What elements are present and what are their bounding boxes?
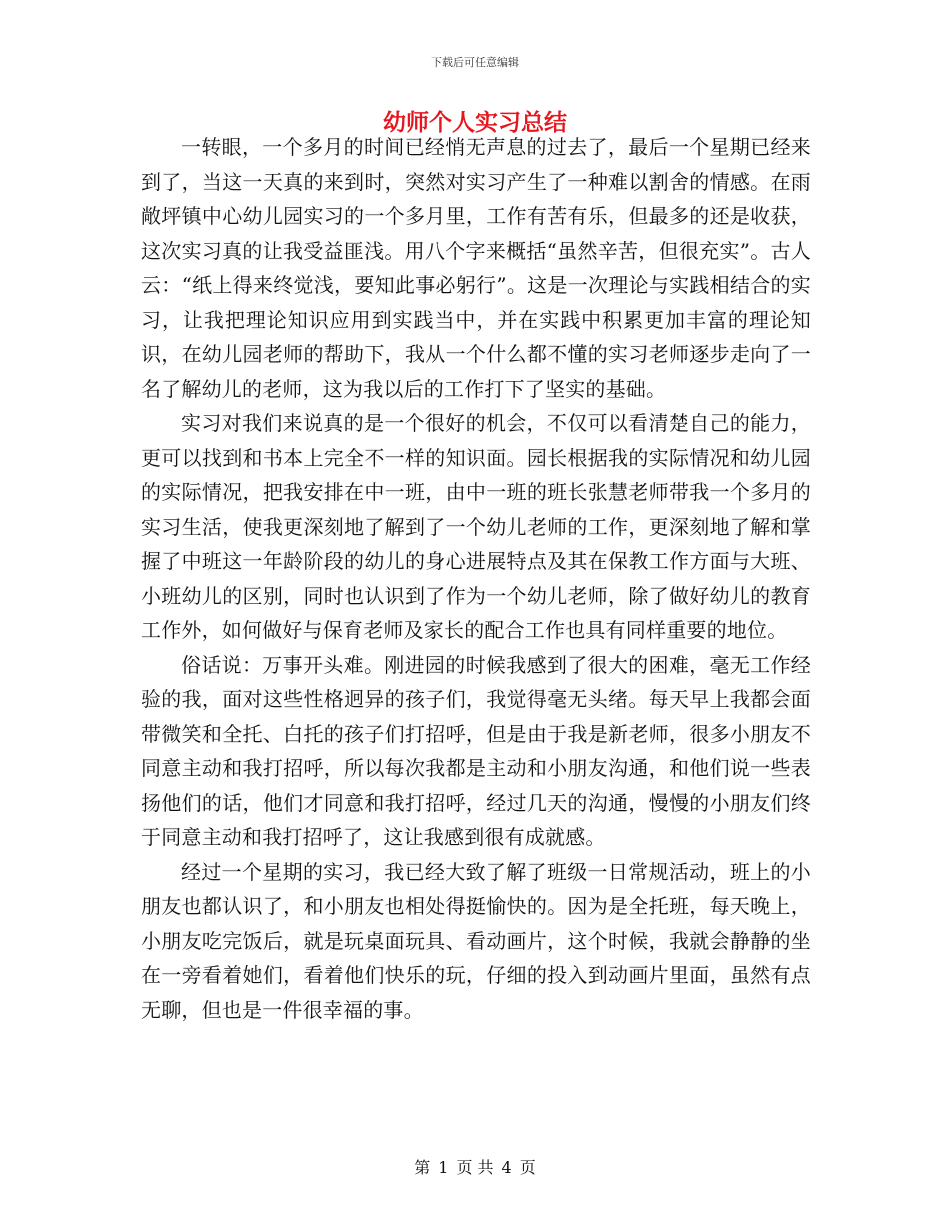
footer-prefix: 第 (414, 1158, 431, 1177)
document-title: 幼师个人实习总结 (383, 110, 567, 136)
paragraph: 俗话说：万事开头难。刚进园的时候我感到了很大的困难，毫无工作经验的我，面对这些性格迥异的孩子们，我觉得毫无头绪。每天早上我都会面带微笑和全托、白托的孩子们打招呼，但是由于我是新老师，很多小朋友不同意主动和我打招呼，所以每次我都是主动和小朋友沟通，和他们说一些表扬他们的话，他们才同意和我打招呼，经过几天的沟通，慢慢的小朋友们终于同意主动和我打招呼了，这让我感到很有成就感。 (141, 652, 811, 849)
paragraph: 一转眼，一个多月的时间已经悄无声息的过去了，最后一个星期已经来到了，当这一天真的来到时，突然对实习产生了一种难以割舍的情感。在雨敞坪镇中心幼儿园实习的一个多月里，工作有苦有乐，但最多的还是收获，这次实习真的让我受益匪浅。用八个字来概括“虽然辛苦，但很充实”。古人云：“纸上得来终觉浅，要知此事必躬行”。这是一次理论与实践相结合的实习，让我把理论知识应用到实践当中，并在实践中积累更加丰富的理论知识，在幼儿园老师的帮助下，我从一个什么都不懂的实习老师逐步走向了一名了解幼儿的老师，这为我以后的工作打下了坚实的基础。 (141, 135, 811, 401)
total-page-count: 4 (501, 1158, 512, 1177)
page-number-footer (0, 1155, 950, 1178)
document-body (141, 130, 811, 1027)
footer-middle: 页 共 (456, 1158, 494, 1177)
paragraph: 实习对我们来说真的是一个很好的机会，不仅可以看清楚自己的能力，更可以找到和书本上完全不一样的知识面。园长根据我的实际情况和幼儿园的实际情况，把我安排在中一班，由中一班的班长张慧老师带我一个多月的实习生活，使我更深刻地了解到了一个幼儿老师的工作，更深刻地了解和掌握了中班这一年龄阶段的幼儿的身心进展特点及其在保教工作方面与大班、小班幼儿的区别，同时也认识到了作为一个幼儿老师，除了做好幼儿的教育工作外，如何做好与保育老师及家长的配合工作也具有同样重要的地位。 (141, 411, 811, 642)
footer-suffix: 页 (519, 1158, 536, 1177)
page-header-note: 下载后可任意编辑 (431, 56, 519, 69)
paragraph: 经过一个星期的实习，我已经大致了解了班级一日常规活动，班上的小朋友也都认识了，和小朋友也相处得挺愉快的。因为是全托班，每天晚上，小朋友吃完饭后，就是玩桌面玩具、看动画片，这个时候，我就会静静的坐在一旁看着她们，看着他们快乐的玩，仔细的投入到动画片里面，虽然有点无聊，但也是一件很幸福的事。 (141, 859, 811, 1022)
current-page-number: 1 (438, 1158, 449, 1177)
